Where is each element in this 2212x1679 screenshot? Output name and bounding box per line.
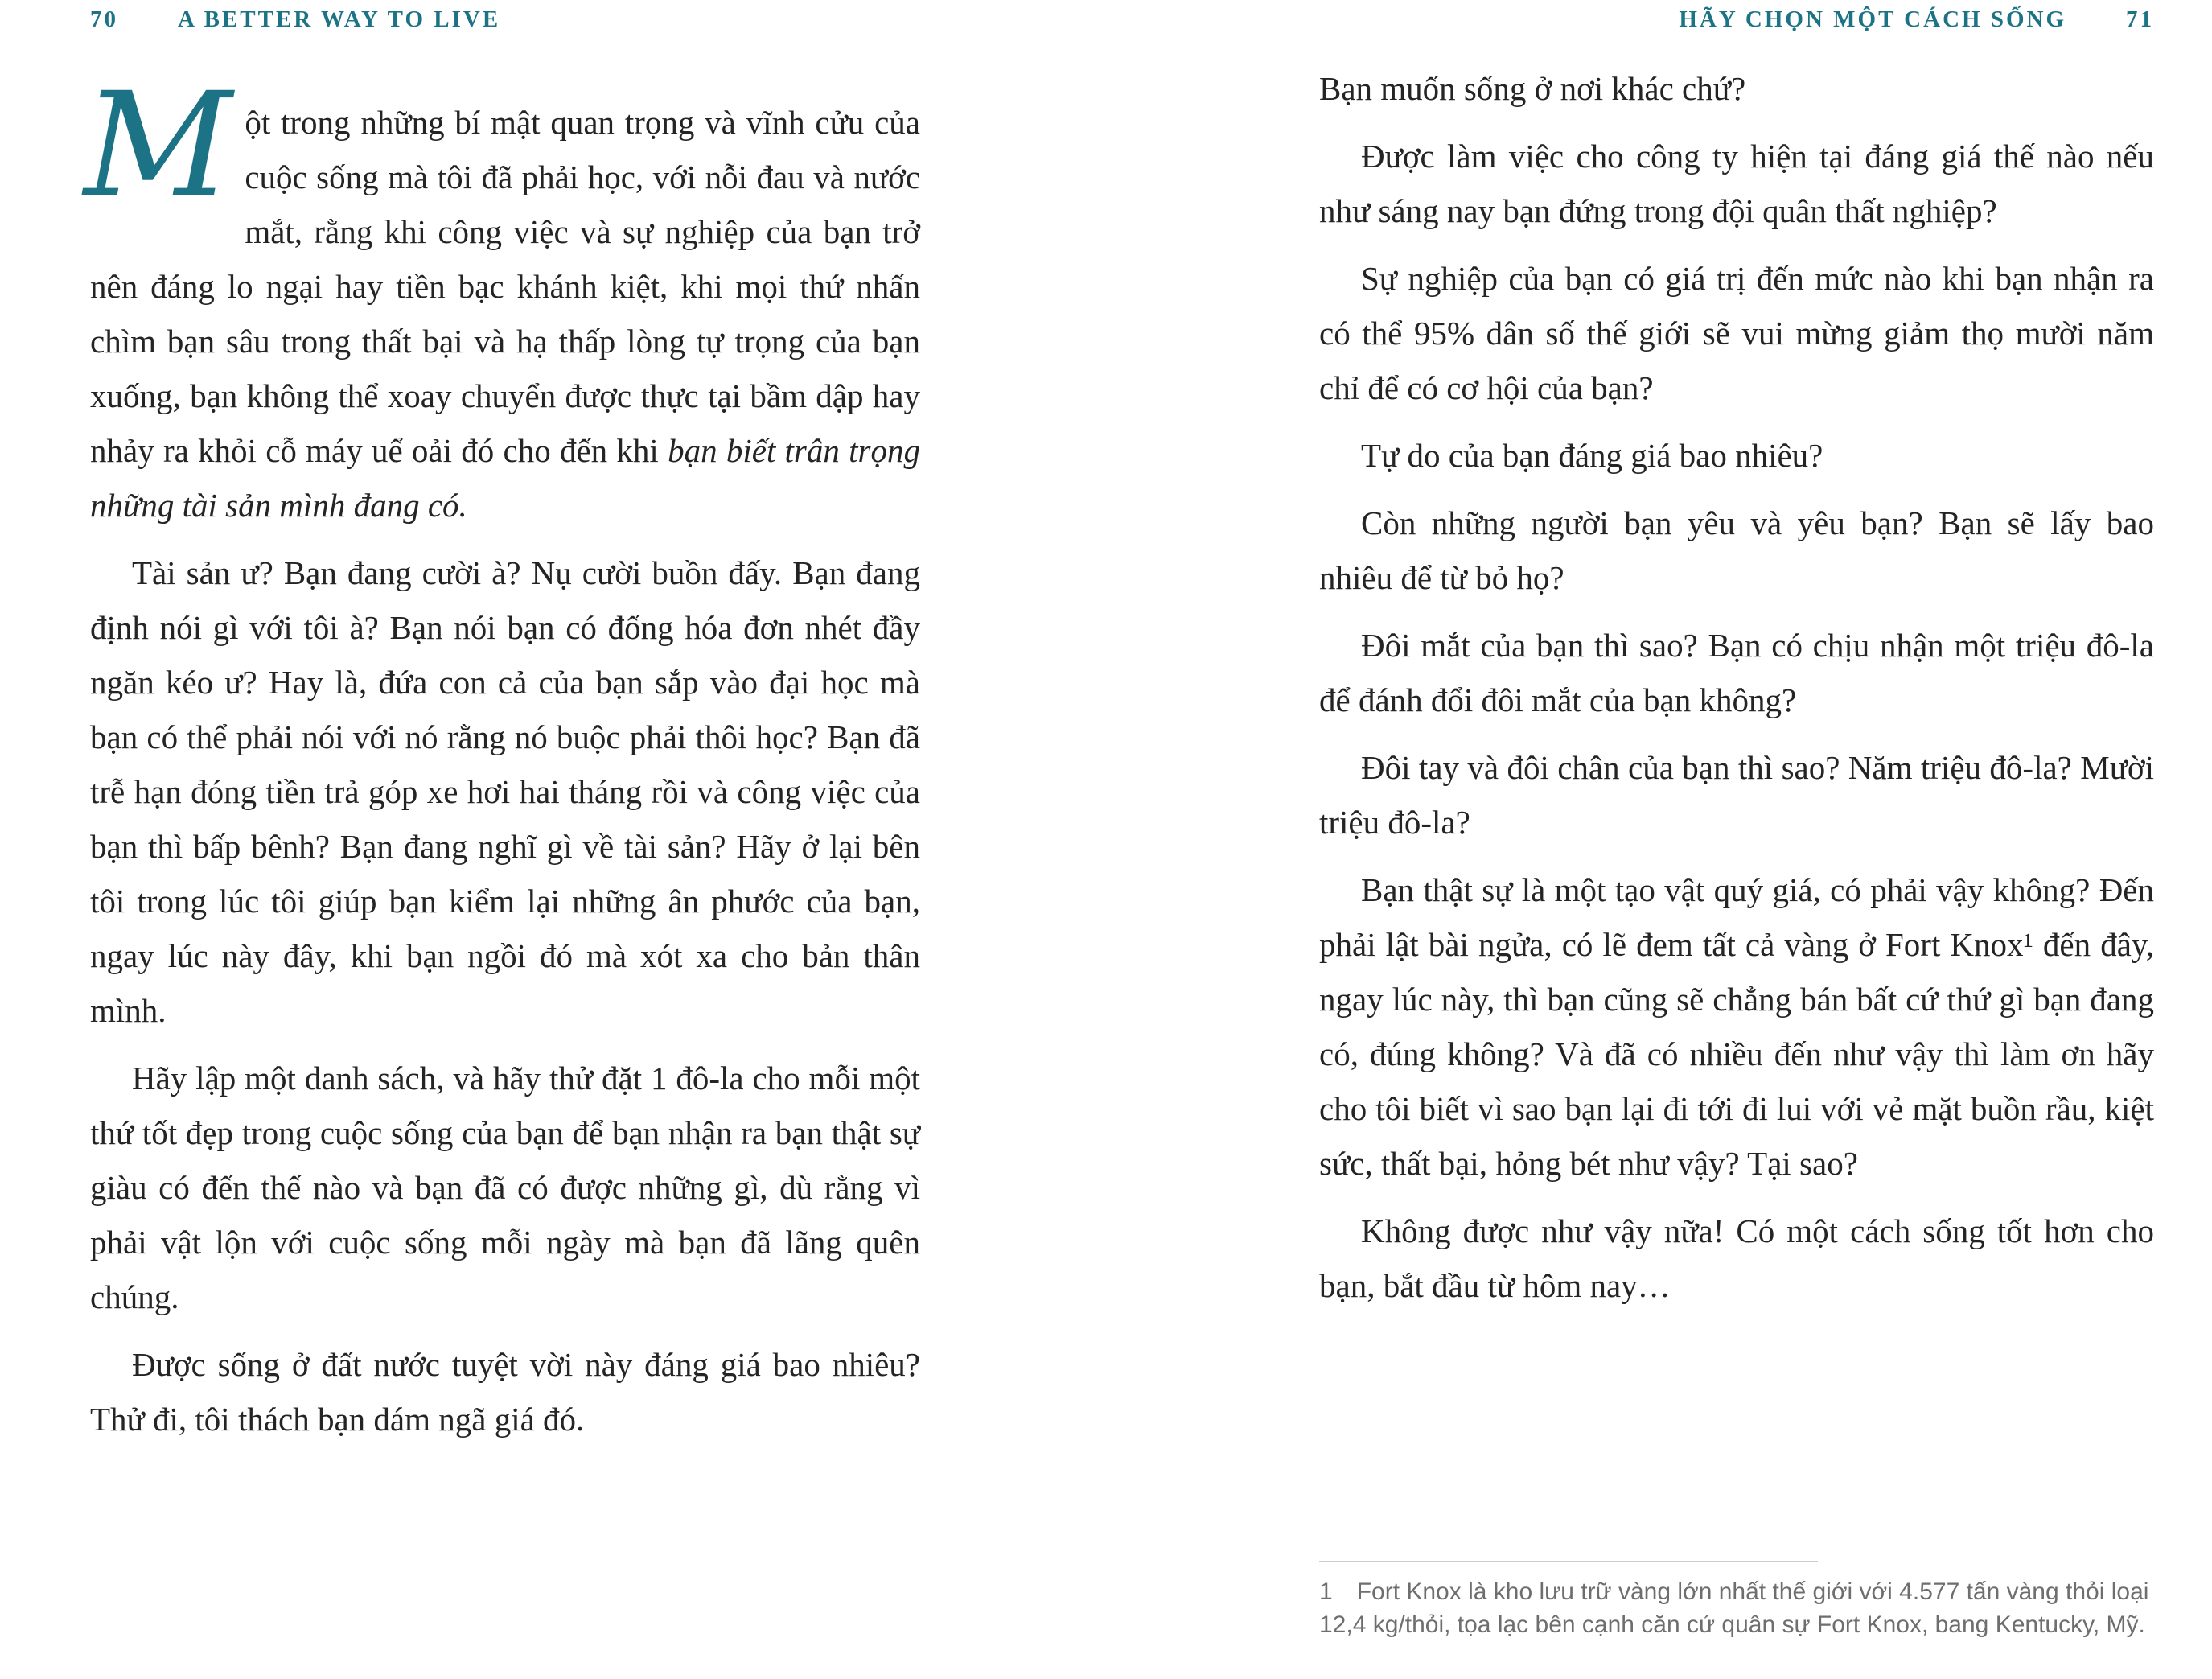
- paragraph-text: ột trong những bí mật quan trọng và vĩnh cửu của cuộc sống mà tôi đã phải học, với nỗi đau và nước mắt, rằng khi công việc và sự nghiệp của bạn trở nên đáng lo ngại hay tiền bạc khánh kiệt, khi mọi thứ nhấn chìm bạn sâu trong thất bại và hạ thấp lòng tự trọng của bạn xuống, bạn không thể xoay chuyển được thực tại bầm dập hay nhảy ra khỏi cỗ máy uể oải đó cho đến khi: [90, 104, 920, 469]
- paragraph: Đôi tay và đôi chân của bạn thì sao? Năm triệu đô-la? Mười triệu đô-la?: [1319, 749, 2154, 841]
- paragraph: Tự do của bạn đáng giá bao nhiêu?: [1361, 437, 1823, 474]
- page-body-right: [1319, 61, 2154, 1326]
- page-number-right: 71: [2126, 6, 2154, 32]
- page-body-left: [84, 62, 920, 1459]
- footnote-marker: 1: [1319, 1578, 1333, 1605]
- paragraph: Tài sản ư? Bạn đang cười à? Nụ cười buồn đấy. Bạn đang định nói gì với tôi à? Bạn nói bạn có đống hóa đơn nhét đầy ngăn kéo ư? Hay là, đứa con cả của bạn sắp vào đại học mà bạn có thể phải nói với nó rằng nó buộc phải thôi học? Bạn đã trễ hạn đóng tiền trả góp xe hơi hai tháng rồi và công việc của bạn thì bấp bênh? Bạn đang nghĩ gì về tài sản? Hãy ở lại bên tôi trong lúc tôi giúp bạn kiểm lại những ân phước của bạn, ngay lúc này đây, khi bạn ngồi đó mà xót xa cho bản thân mình.: [90, 554, 920, 1029]
- footnote-area: [1319, 1561, 2154, 1641]
- running-title-right: HÃY CHỌN MỘT CÁCH SỐNG: [1679, 6, 2066, 32]
- page-number-left: 70: [90, 6, 118, 32]
- paragraph: Đôi mắt của bạn thì sao? Bạn có chịu nhận một triệu đô-la để đánh đổi đôi mắt của bạn không?: [1319, 627, 2154, 718]
- paragraph: Không được như vậy nữa! Có một cách sống tốt hơn cho bạn, bắt đầu từ hôm nay…: [1319, 1212, 2154, 1304]
- paragraph-opening: [84, 62, 920, 533]
- page-header-right: [1319, 6, 2154, 33]
- page-left: [84, 0, 920, 1679]
- footnote-divider: [1319, 1561, 1818, 1562]
- paragraph: Được làm việc cho công ty hiện tại đáng giá thế nào nếu như sáng nay bạn đứng trong đội quân thất nghiệp?: [1319, 138, 2154, 229]
- paragraph: Bạn thật sự là một tạo vật quý giá, có phải vậy không? Đến phải lật bài ngửa, có lẽ đem tất cả vàng ở Fort Knox¹ đến đây, ngay lúc này, thì bạn cũng sẽ chẳng bán bất cứ thứ gì bạn đang có, đúng không? Và đã có nhiều đến như vậy thì làm ơn hãy cho tôi biết vì sao bạn lại đi tới đi lui với vẻ mặt buồn rầu, kiệt sức, thất bại, hỏng bét như vậy? Tại sao?: [1319, 871, 2154, 1182]
- page-header-left: [90, 6, 920, 33]
- footnote: [1319, 1575, 2154, 1641]
- page-right: [1319, 0, 2154, 1679]
- paragraph-italic-text: bạn biết trân trọng những tài sản mình đang có.: [90, 432, 920, 524]
- paragraph: Hãy lập một danh sách, và hãy thử đặt 1 đô-la cho mỗi một thứ tốt đẹp trong cuộc sống của bạn để bạn nhận ra bạn thật sự giàu có đến thế nào và bạn đã có được những gì, dù rằng vì phải vật lộn với cuộc sống mỗi ngày mà bạn đã lãng quên chúng.: [90, 1060, 920, 1315]
- drop-cap: M: [84, 62, 232, 230]
- running-title-left: A BETTER WAY TO LIVE: [178, 6, 501, 32]
- paragraph: Bạn muốn sống ở nơi khác chứ?: [1319, 70, 1746, 107]
- paragraph: Được sống ở đất nước tuyệt vời này đáng giá bao nhiêu? Thử đi, tôi thách bạn dám ngã giá đó.: [90, 1346, 920, 1438]
- paragraph: Còn những người bạn yêu và yêu bạn? Bạn sẽ lấy bao nhiêu để từ bỏ họ?: [1319, 504, 2154, 596]
- paragraph: Sự nghiệp của bạn có giá trị đến mức nào khi bạn nhận ra có thể 95% dân số thế giới sẽ vui mừng giảm thọ mười năm chỉ để có cơ hội của bạn?: [1319, 260, 2154, 406]
- footnote-text: Fort Knox là kho lưu trữ vàng lớn nhất thế giới với 4.577 tấn vàng thỏi loại 12,4 kg/thỏi, tọa lạc bên cạnh căn cứ quân sự Fort Knox, bang Kentucky, Mỹ.: [1319, 1578, 2149, 1638]
